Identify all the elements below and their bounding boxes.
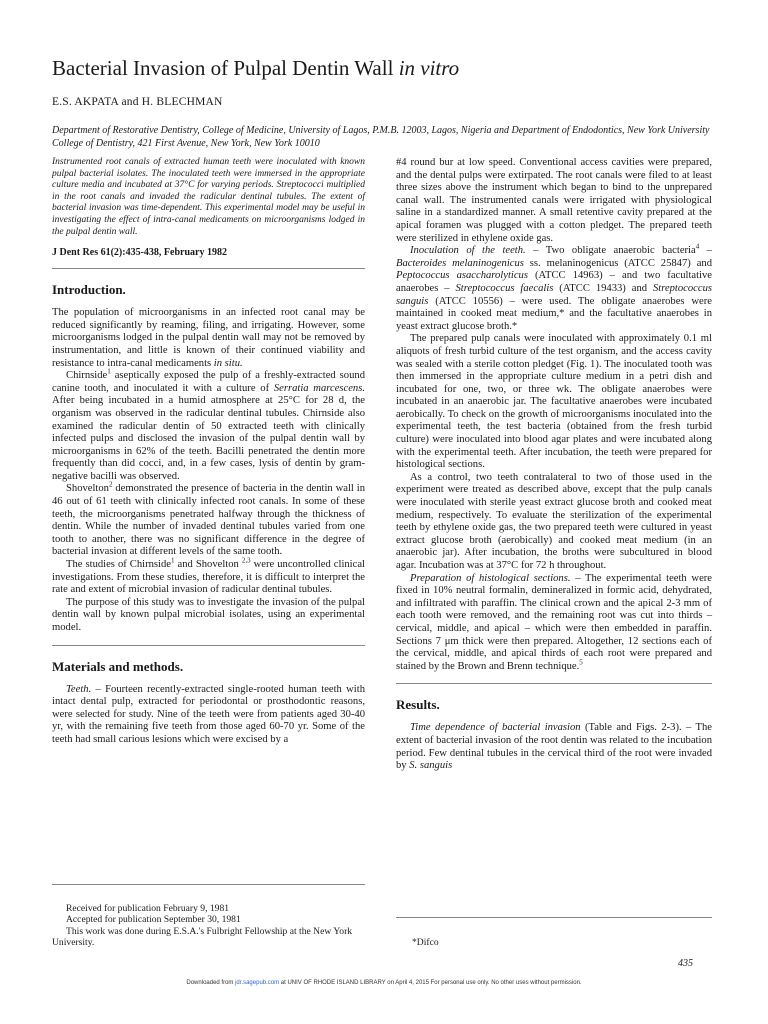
footnote-divider <box>396 917 712 918</box>
right-column <box>396 157 712 773</box>
methods-heading: Materials and methods. <box>52 658 184 674</box>
histology-paragraph: Preparation of histological sections. – The experimental teeth were fixed in 10% neutral formalin, demineralized in formic acid, dehydrated, and infiltrated with paraffin. The clinical crown and the apical 2-3 mm of each tooth were removed, and the remaining root was cut into thirds – cervical, middle, and apical – which were then embedded in paraffin. Sections 7 μm thick were then prepared. Altogether, 12 sections each of the cervical, middle, and apical thirds of each root were prepared and stained by the Brown and Brenn technique.$^5$ <box>396 572 712 672</box>
abstract: Instrumented root canals of extracted human teeth were inoculated with known pulpal bacterial isolates. The inoculated teeth were immersed in the appropriate culture media and incubated at 37°C for varying periods. Streptococci multiplied in the root canals and invaded the radicular dentinal tubules. The extent of bacterial invasion was time-dependent. This experimental model may be useful in investigating the effect of intra-canal medicaments on microorganisms lodged in the pulpal dentin wall. <box>52 157 365 237</box>
accepted-date: Accepted for publication September 30, 1981 <box>66 914 241 926</box>
introduction-heading: Introduction. <box>52 282 126 298</box>
title-italic: in vitro <box>398 56 460 80</box>
divider <box>52 268 365 269</box>
footnote-divider <box>52 884 365 885</box>
intro-paragraph-1: The population of microorganisms in an infected root canal may be reduced significantly by reaming, filing, and irrigating. However, some microorganisms lodged in the pulpal dentin wall may not be removed by instrumentation, and little is known of their continued viability and resistance to intra-canal medicaments in situ. <box>52 307 365 369</box>
divider <box>52 645 365 646</box>
inoculation-procedure-paragraph: The prepared pulp canals were inoculated with approximately 0.1 ml aliquots of fresh turbid culture of the test organism, and the access cavity was sealed with a sterile cotton pledget (Fig. 1). The inoculated tooth was then immersed in the appropriate culture medium in a petri dish and incubated for one, two, or three wk. The obligate anaerobes were incubated in an anaerobic jar. The facultative anaerobes were incubated aerobically. To check on the growth of microorganisms inoculated into the experimental teeth, the test bacteria (obtained from the fresh turbid culture) were inoculated into blood agar plates and were incubated along with the experimental teeth. After incubation, the teeth were prepared for histological sections. <box>396 333 712 471</box>
article-title: Bacterial Invasion of Pulpal Dentin Wall in vitro <box>52 56 460 80</box>
download-link[interactable]: jdr.sagepub.com <box>235 980 280 986</box>
download-notice: Downloaded from jdr.sagepub.com at UNIV OF RHODE ISLAND LIBRARY on April 4, 2015 For personal use only. No other uses without permission. <box>186 980 582 986</box>
received-date: Received for publication February 9, 1981 <box>66 903 230 914</box>
author-line: E.S. AKPATA and H. BLECHMAN <box>52 96 223 108</box>
fellowship-note: This work was done during E.S.A.'s Fulbright Fellowship at the New York University. <box>52 925 353 949</box>
intro-paragraph-4: The studies of Chirnside$^1$ and Shovelton $^{2,3}$ were uncontrolled clinical investigations. From these studies, therefore, it is difficult to interpret the rate and extent of microbial invasion of radicular dentinal tubules. <box>52 556 365 596</box>
left-column <box>52 157 365 747</box>
methods-paragraph-1: Teeth. – Fourteen recently-extracted single-rooted human teeth with intact dental pulp, extracted for periodontal or prosthodontic reasons, were selected for study. Nine of the teeth were from patients aged 30-40 yr, with the remaining five teeth from those aged 60-70 yr. Some of the teeth had small carious lesions which were excised by a <box>52 683 365 745</box>
intro-paragraph-5: The purpose of this study was to investigate the invasion of the pulpal dentin wall by known pulpal microbial isolates, using an experimental model. <box>52 596 365 633</box>
intro-paragraph-3: Shovelton$^2$ demonstrated the presence of bacteria in the dentin wall in 46 out of 61 teeth with clinically infected root canals. In some of these teeth, the microorganisms penetrated halfway through the thickness of dentin. While the number of invaded dentinal tubules varied from one tooth to another, there was no significant difference in the degree of bacterial invasion at different levels of the same tooth. <box>52 480 365 558</box>
results-heading: Results. <box>396 697 440 713</box>
page-number: 435 <box>678 958 693 969</box>
divider <box>396 683 712 684</box>
results-paragraph-1: Time dependence of bacterial invasion (Table and Figs. 2-3). – The extent of bacterial invasion of the root dentin was related to the incubation period. Few dentinal tubules in the cervical third of the root were invaded by S. sanguis <box>396 722 713 772</box>
intro-paragraph-2: Chirnside$^1$ aseptically exposed the pulp of a freshly-extracted sound canine tooth, and inoculated it with a culture of Serratia marcescens. After being incubated in a humid atmosphere at 25°C for 28 d, the organism was observed in the radicular dentinal tubules. Chirnside also examined the radicular dentin of 50 extracted teeth with clinically infected pulps and disclosed the invasion of the pulpal dentin wall by microorganisms in 62% of the teeth. Bacilli penetrated the dentin more frequently than did cocci, and, in a few cases, lysis of dentin by gram-negative bacilli was observed. <box>52 367 365 482</box>
methods-paragraph-continued: #4 round bur at low speed. Conventional access cavities were prepared, and the dental pulps were extirpated. The root canals were filed to at least three sizes above the instrument which began to bind to the unprepared canal wall. The instrumented canals were irrigated with physiological saline in a standardized manner. A small retentive cavity prepared at the apical foramen was plugged with a cotton pledget. The prepared teeth were sterilized in ethylene oxide gas. <box>396 157 712 244</box>
inoculation-paragraph: Inoculation of the teeth. – Two obligate anaerobic bacteria$^4$ – Bacteroides melaninogenicus ss. melaninogenicus (ATCC 25847) and Peptococcus asaccharolyticus (ATCC 14963) – and two facultative anaerobes – Streptococcus faecalis (ATCC 19433) and Streptococcus sanguis (ATCC 10556) – were used. The obligate anaerobes were maintained in cooked meat medium,* and the facultative anaerobes in yeast extract glucose broth.* <box>396 242 712 332</box>
control-paragraph: As a control, two teeth contralateral to two of those used in the experiment were treated as described above, except that the pulp canals were inoculated with sterile yeast extract glucose broth and cooked meat medium, respectively. To evaluate the sterilization of the experimental teeth by ethylene oxide gas, the two prepared teeth were cultured in yeast extract glucose broth (aerobically) and cooked meat medium (in an anaerobic jar). After incubation, the broths were subcultured in blood agar. Incubation was at 37°C for 72 h throughout. <box>396 471 712 571</box>
footnotes <box>52 903 365 949</box>
citation: J Dent Res 61(2):435-438, February 1982 <box>52 247 227 259</box>
difco-footnote: *Difco <box>412 937 439 948</box>
affiliation: Department of Restorative Dentistry, College of Medicine, University of Lagos, P.M.B. 12003, Lagos, Nigeria and Department of Endodontics, New York University College of Dentistry, 421 First Avenue, New York, New York 10010 <box>52 125 710 149</box>
